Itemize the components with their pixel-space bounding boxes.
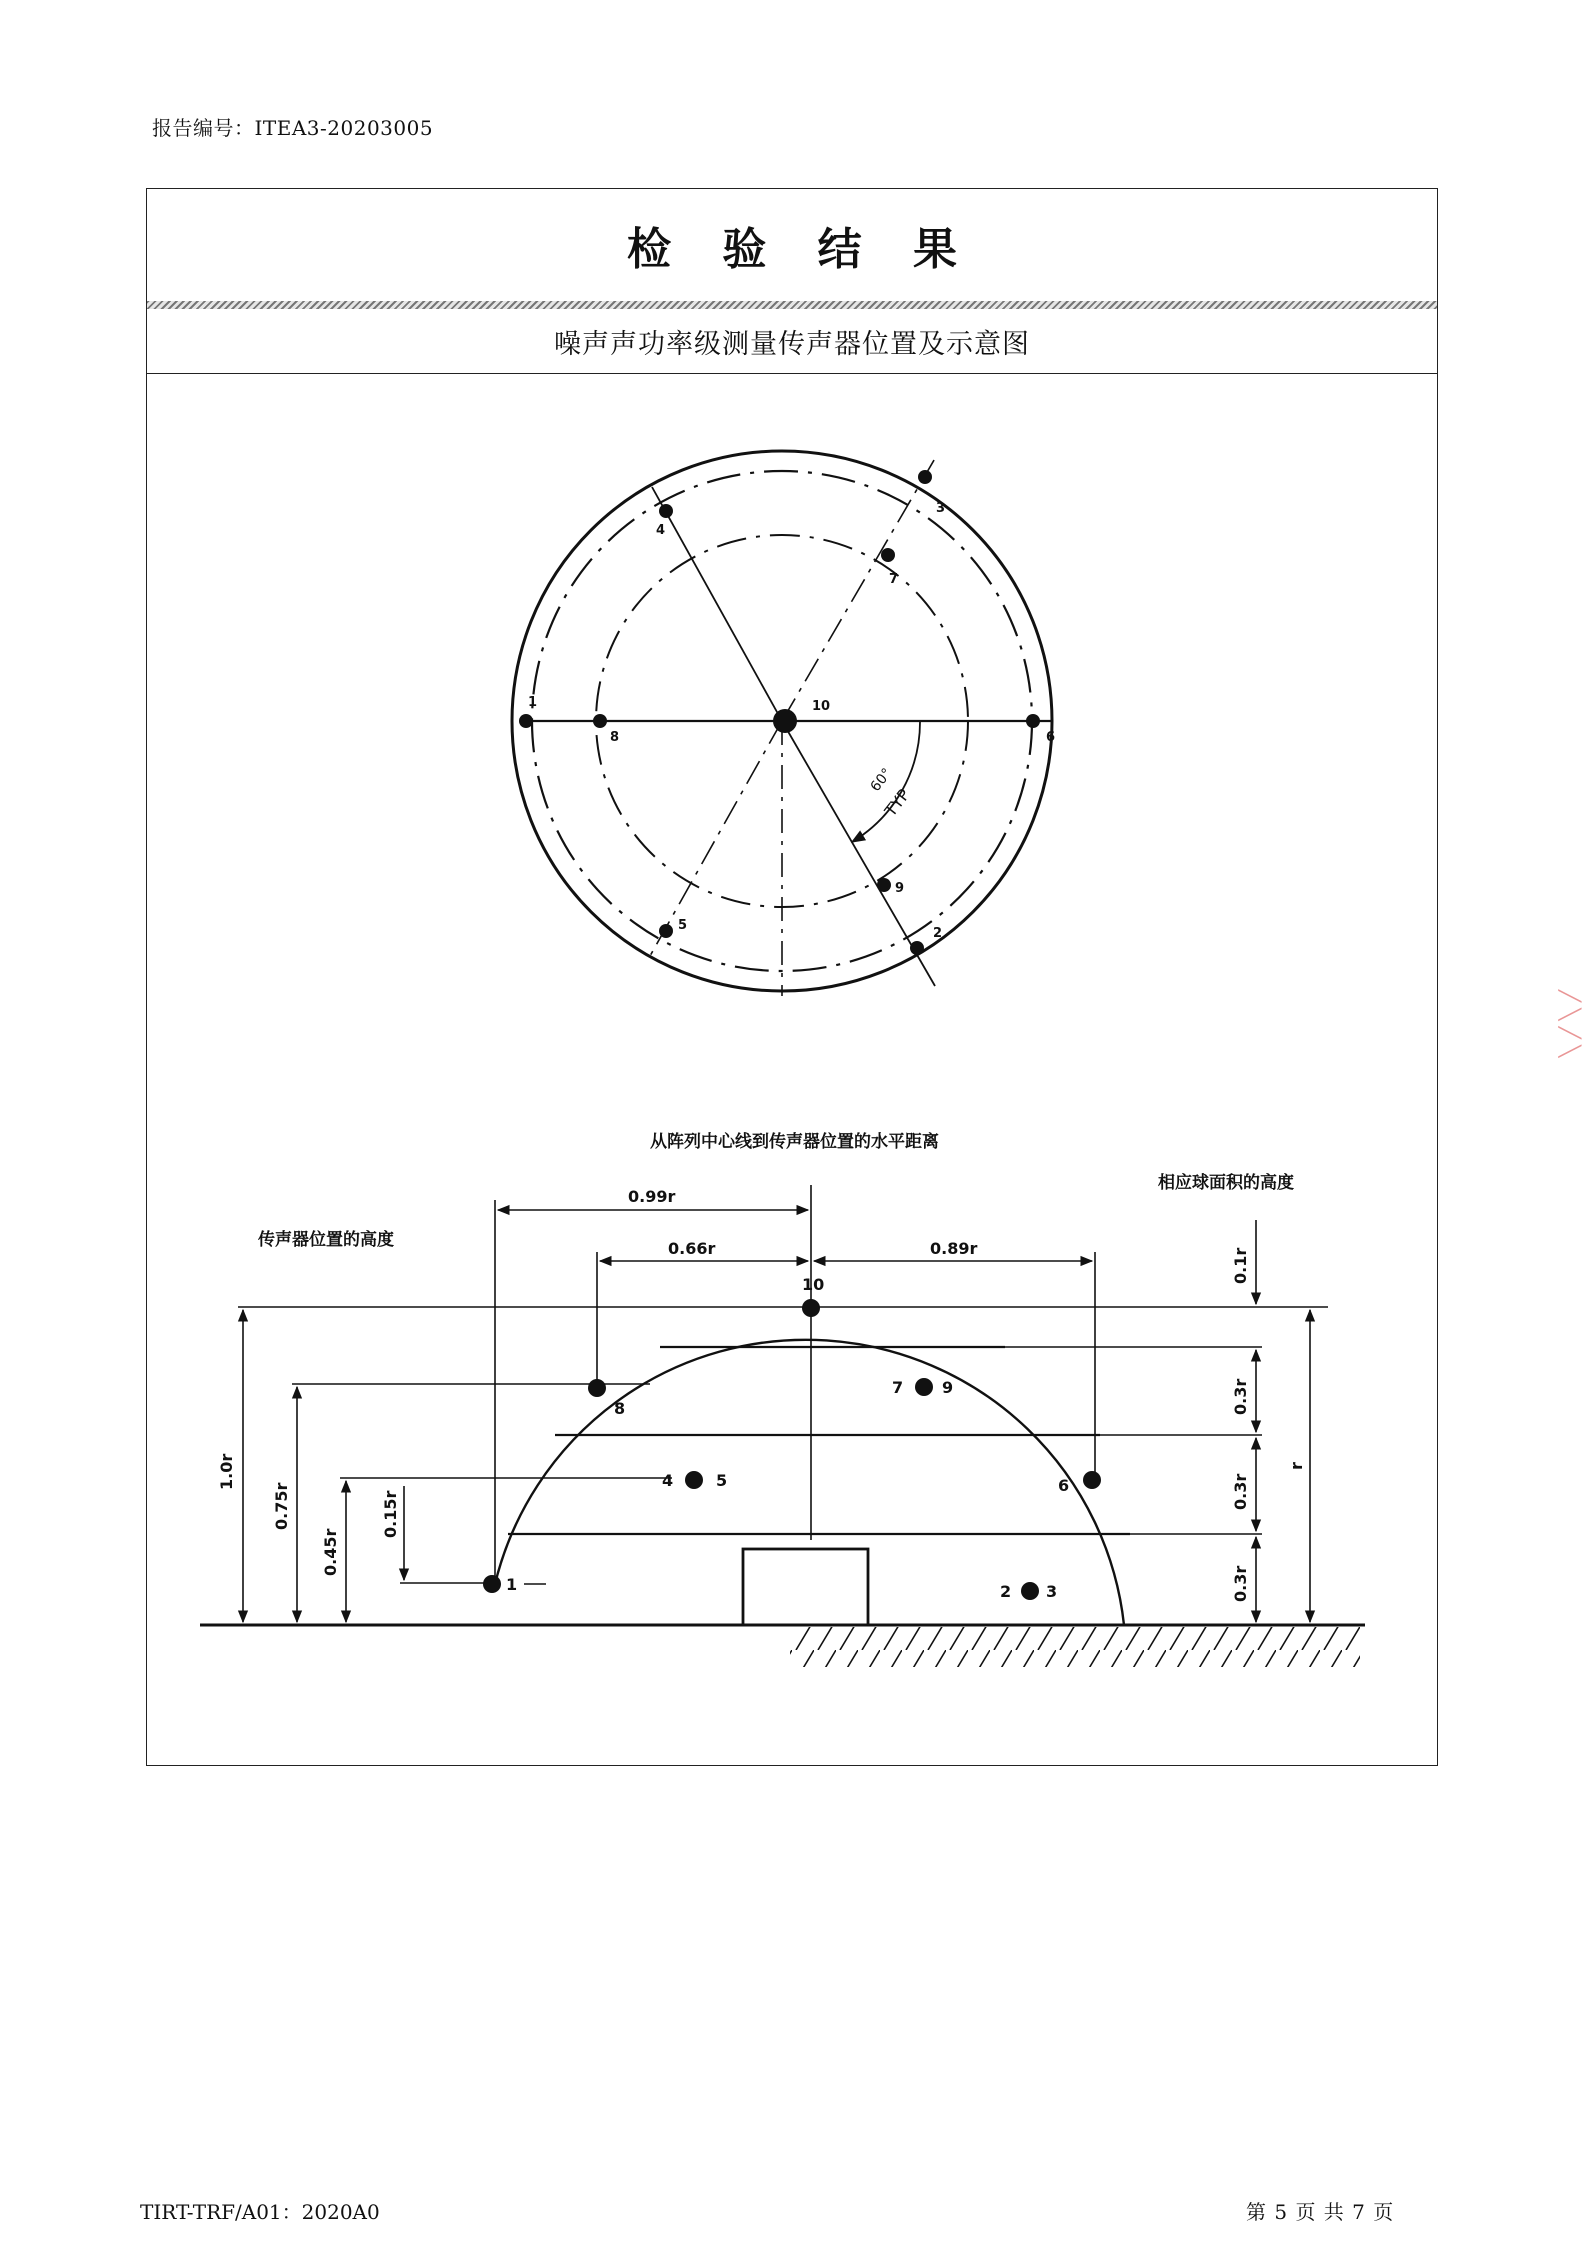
elev-point-8 xyxy=(588,1379,606,1397)
plan-point-9 xyxy=(877,878,891,892)
elev-point-1 xyxy=(483,1575,501,1593)
right-label-01: 0.1r xyxy=(1231,1247,1250,1284)
plan-label-1: 1 xyxy=(528,695,538,710)
left-caption: 传声器位置的高度 xyxy=(258,1230,394,1250)
plan-point-7 xyxy=(881,548,895,562)
plan-point-8 xyxy=(593,714,607,728)
elev-label-2: 2 xyxy=(1000,1582,1012,1601)
plan-label-2: 2 xyxy=(933,926,943,941)
array-box xyxy=(743,1549,868,1625)
plan-point-10 xyxy=(773,709,797,733)
top-caption: 从阵列中心线到传声器位置的水平距离 xyxy=(650,1132,939,1152)
right-label-r: r xyxy=(1287,1462,1306,1470)
plan-label-9: 9 xyxy=(895,881,905,896)
height-label-10: 1.0r xyxy=(217,1453,236,1490)
plan-point-6 xyxy=(1026,714,1040,728)
plan-label-4: 4 xyxy=(656,523,666,538)
elev-point-23 xyxy=(1021,1582,1039,1600)
page-title: 检 验 结 果 xyxy=(627,224,975,275)
right-caption: 相应球面积的高度 xyxy=(1158,1173,1294,1193)
plan-label-8: 8 xyxy=(610,730,620,745)
plan-points xyxy=(519,470,1040,955)
height-label-015: 0.15r xyxy=(381,1490,400,1538)
right-label-03b: 0.3r xyxy=(1231,1473,1250,1510)
elev-label-6: 6 xyxy=(1058,1476,1070,1495)
elev-label-7: 7 xyxy=(892,1378,904,1397)
elevation-captions xyxy=(257,1131,1294,1250)
plan-point-4 xyxy=(659,504,673,518)
radial-line-3 xyxy=(782,455,937,721)
elev-point-6 xyxy=(1083,1471,1101,1489)
plan-label-10: 10 xyxy=(812,699,831,714)
figure-caption: 噪声声功率级测量传声器位置及示意图 xyxy=(554,328,1030,360)
elev-label-8: 8 xyxy=(614,1399,626,1418)
elev-point-10 xyxy=(802,1299,820,1317)
elev-label-3: 3 xyxy=(1046,1582,1058,1601)
elev-label-10: 10 xyxy=(802,1275,825,1294)
plan-point-3 xyxy=(918,470,932,484)
right-label-03c: 0.3r xyxy=(1231,1565,1250,1602)
elev-label-9: 9 xyxy=(942,1378,954,1397)
report-number: 报告编号：ITEA3-20203005 xyxy=(152,116,434,140)
elev-label-5: 5 xyxy=(716,1471,728,1490)
plan-point-2 xyxy=(910,941,924,955)
angle-note: TYP xyxy=(880,785,914,821)
radial-line-5 xyxy=(650,721,782,956)
elev-label-1: 1 xyxy=(506,1575,518,1594)
angle-label: 60° xyxy=(867,765,896,795)
dim-label-099: 0.99r xyxy=(628,1187,676,1206)
height-label-045: 0.45r xyxy=(321,1528,340,1576)
elev-point-45 xyxy=(685,1471,703,1489)
plan-point-1 xyxy=(519,714,533,728)
dim-label-089: 0.89r xyxy=(930,1239,978,1258)
form-code: TIRT-TRF/A01：2020A0 xyxy=(140,2200,380,2224)
red-stamp-mark: ╱ ╲ ╱ ╲ xyxy=(1558,990,1582,1058)
plan-label-3: 3 xyxy=(936,501,946,516)
plan-label-6: 6 xyxy=(1046,730,1056,745)
dim-label-066: 0.66r xyxy=(668,1239,716,1258)
plan-label-7: 7 xyxy=(889,572,899,587)
plan-label-5: 5 xyxy=(678,918,688,933)
radial-line-4 xyxy=(652,487,782,721)
elevation-points xyxy=(483,1299,1101,1600)
elev-label-4: 4 xyxy=(662,1471,674,1490)
plan-point-5 xyxy=(659,924,673,938)
ground-hatch xyxy=(790,1627,1360,1667)
elevation-view xyxy=(200,1185,1365,1667)
page-number: 第 5 页 共 7 页 xyxy=(1246,2200,1395,2224)
elev-point-79 xyxy=(915,1378,933,1396)
height-label-075: 0.75r xyxy=(272,1482,291,1530)
right-label-03a: 0.3r xyxy=(1231,1378,1250,1415)
